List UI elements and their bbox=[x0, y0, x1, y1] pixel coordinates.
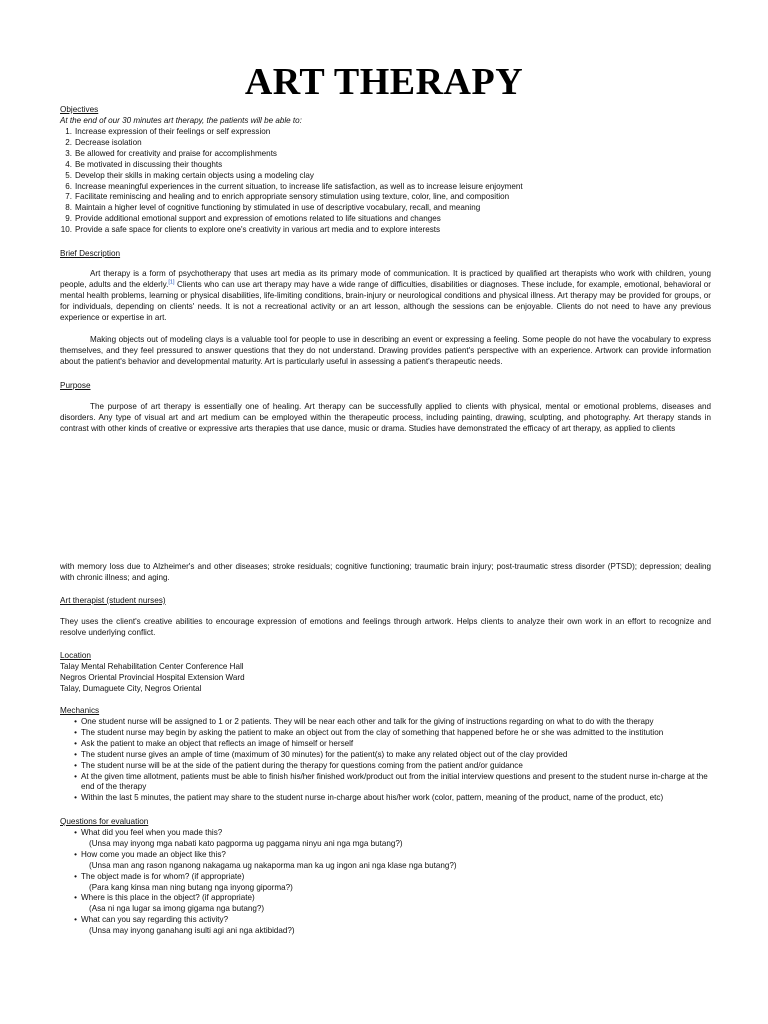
brief-p1-text: Art therapy is a form of psychotherapy that uses art media as its primary mode of communication. It is practiced by qualified art therapists who work with children, young people, adults and the elderly. bbox=[60, 269, 711, 289]
location-line-1: Talay Mental Rehabilitation Center Conference Hall bbox=[60, 662, 244, 671]
objective-number: 10. bbox=[60, 225, 72, 235]
bullet-icon: • bbox=[74, 727, 77, 737]
objectives-list bbox=[57, 127, 523, 236]
objective-item bbox=[57, 138, 523, 149]
objective-item bbox=[57, 214, 523, 225]
objective-item bbox=[57, 160, 523, 171]
bullet-icon: • bbox=[74, 849, 77, 859]
question-translation: (Unsa man ang rason nganong nakagama ug nakaporma man ka ug ingon ani nga klase nga butang?) bbox=[89, 860, 457, 870]
objective-item bbox=[57, 203, 523, 214]
questions-heading: Questions for evaluation bbox=[60, 817, 149, 826]
questions-list bbox=[70, 828, 457, 937]
objectives-intro: At the end of our 30 minutes art therapy, the patients will be able to: bbox=[60, 116, 302, 125]
question-text: How come you made an object like this? bbox=[81, 849, 226, 859]
art-therapist-heading: Art therapist (student nurses) bbox=[60, 596, 166, 605]
question-translation: (Para kang kinsa man ning butang nga inyong giporma?) bbox=[89, 882, 293, 892]
objective-number: 7. bbox=[65, 192, 72, 202]
mechanics-text: Within the last 5 minutes, the patient may share to the student nurse in-charge about his/her work (color, pattern, meaning of the product, name of the product, etc) bbox=[81, 793, 664, 803]
bullet-icon: • bbox=[74, 915, 77, 925]
bullet-icon: • bbox=[74, 760, 77, 770]
mechanics-heading: Mechanics bbox=[60, 706, 100, 715]
question-text: What did you feel when you made this? bbox=[81, 828, 223, 837]
bullet-icon: • bbox=[74, 793, 77, 803]
mechanics-list bbox=[70, 717, 715, 804]
mechanics-text: Ask the patient to make an object that reflects an image of himself or herself bbox=[81, 738, 354, 748]
brief-p2-text: Making objects out of modeling clays is a valuable tool for people to use in describing an event or expressing a feeling. Some people do not have the vocabulary to express themselves, and they feel pressured to answer questions that they do not understand. Drawing provides patient's perspective with an experience. Artwork can provide information about the patient's behavior and developmental maturity. Art is particularly useful in assessing a patient's therapeutic needs. bbox=[60, 335, 711, 366]
location-line-2: Negros Oriental Provincial Hospital Extension Ward bbox=[60, 673, 245, 682]
objective-text: Be allowed for creativity and praise for accomplishments bbox=[75, 148, 277, 158]
bullet-icon: • bbox=[74, 828, 77, 837]
objective-text: Increase expression of their feelings or self expression bbox=[75, 127, 271, 136]
objective-number: 9. bbox=[65, 214, 72, 224]
objective-number: 2. bbox=[65, 137, 72, 147]
mechanics-item bbox=[70, 761, 715, 772]
question-translation: (Unsa may inyong mga nabati kato pagporma ug paggama ninyu ani nga mga butang?) bbox=[89, 838, 403, 848]
objective-number: 8. bbox=[65, 203, 72, 213]
brief-description-paragraph-2 bbox=[60, 335, 711, 368]
objective-text: Decrease isolation bbox=[75, 137, 142, 147]
purpose-paragraph-1 bbox=[60, 402, 711, 435]
question-translation: (Unsa may inyong ganahang isulti agi ani nga aktibidad?) bbox=[89, 926, 295, 936]
location-line-3: Talay, Dumaguete City, Negros Oriental bbox=[60, 684, 202, 693]
mechanics-item bbox=[70, 750, 715, 761]
bullet-icon: • bbox=[74, 738, 77, 748]
mechanics-text: The student nurse may begin by asking the patient to make an object out from the clay of something that happened before he or she was admitted to the institution bbox=[81, 727, 664, 737]
brief-description-paragraph-1 bbox=[60, 269, 711, 324]
objective-text: Maintain a higher level of cognitive functioning by stimulated in use of descriptive vocabulary, recall, and meaning bbox=[75, 203, 481, 213]
objective-number: 1. bbox=[65, 127, 72, 136]
bullet-icon: • bbox=[74, 871, 77, 881]
art-therapist-paragraph: They uses the client's creative abilities to encourage expression of emotions and feelings through artwork. Helps clients to analyze their own work in an effort to recognize and resolve underlying conflict. bbox=[60, 617, 711, 637]
bullet-icon: • bbox=[74, 717, 77, 726]
mechanics-text: The student nurse gives an ample of time (maximum of 30 minutes) for the patient(s) to make any related object out of the clay provided bbox=[81, 749, 568, 759]
mechanics-item bbox=[70, 717, 715, 728]
objective-item bbox=[57, 192, 523, 203]
objective-item bbox=[57, 182, 523, 193]
objective-item bbox=[57, 225, 523, 236]
citation-ref[interactable]: [1] bbox=[168, 279, 175, 286]
mechanics-text: At the given time allotment, patients must be able to finish his/her finished work/product out from the initial interview questions and present to the student nurse in-charge at the end of the therapy bbox=[81, 771, 708, 792]
mechanics-text: One student nurse will be assigned to 1 or 2 patients. They will be near each other and talk for the giving of instructions regarding on what to do with the therapy bbox=[81, 717, 654, 726]
objective-number: 3. bbox=[65, 148, 72, 158]
objective-item bbox=[57, 171, 523, 182]
mechanics-item bbox=[70, 772, 715, 794]
objectives-heading: Objectives bbox=[60, 105, 99, 114]
objective-text: Be motivated in discussing their thoughts bbox=[75, 159, 223, 169]
question-item bbox=[70, 893, 457, 904]
brief-p1-text-cont: Clients who can use art therapy may have a wide range of difficulties, disabilities or diagnoses. These include, for example, emotional, behavioral or mental health problems, learning or physical disabilities, life-limiting conditions, brain-injury or neurological conditions and physical illness. Art therapy may be provided for groups, or for individuals, depending on clients' needs. It is not a recreational activity or an art lesson, although the sessions can be enjoyable. Clients do not need to have any previous experience or expertise in art. bbox=[60, 279, 711, 322]
question-text: What can you say regarding this activity? bbox=[81, 915, 229, 925]
objective-number: 4. bbox=[65, 159, 72, 169]
objective-text: Provide additional emotional support and expression of emotions related to life situations and changes bbox=[75, 214, 441, 224]
bullet-icon: • bbox=[74, 749, 77, 759]
objective-text: Provide a safe space for clients to explore one's creativity in various art media and to explore interests bbox=[75, 225, 441, 235]
objective-item bbox=[57, 127, 523, 138]
objective-number: 5. bbox=[65, 170, 72, 180]
objective-number: 6. bbox=[65, 181, 72, 191]
objective-item bbox=[57, 149, 523, 160]
mechanics-text: The student nurse will be at the side of the patient during the therapy for questions coming from the patient and/or guidance bbox=[81, 760, 523, 770]
brief-description-heading: Brief Description bbox=[60, 249, 121, 258]
purpose-paragraph-2: with memory loss due to Alzheimer's and other diseases; stroke residuals; cognitive functioning; traumatic brain injury; post-traumatic stress disorder (PTSD); depression; dealing with chronic illness; and aging. bbox=[60, 562, 711, 582]
objective-text: Develop their skills in making certain objects using a modeling clay bbox=[75, 170, 314, 180]
bullet-icon: • bbox=[74, 893, 77, 903]
purpose-p1-text: The purpose of art therapy is essentially one of healing. Art therapy can be successfully applied to clients with physical, mental or emotional problems, diseases and disorders. Any type of visual art and art medium can be employed within the therapeutic process, including painting, drawing, sculpting, and photography. Art therapy stands in contrast with other kinds of creative or expressive arts therapies that use dance, music or drama. Studies have demonstrated the efficacy of art therapy, as applied to clients bbox=[60, 402, 711, 433]
question-item bbox=[70, 850, 457, 861]
page-title: ART THERAPY bbox=[244, 61, 524, 103]
bullet-icon: • bbox=[74, 771, 77, 781]
mechanics-item bbox=[70, 739, 715, 750]
location-heading: Location bbox=[60, 651, 91, 660]
question-translation: (Asa ni nga lugar sa imong gigama nga butang?) bbox=[89, 904, 265, 914]
question-item bbox=[70, 915, 457, 926]
objective-text: Facilitate reminiscing and healing and to enrich appropriate sensory stimulation using texture, color, line, and composition bbox=[75, 192, 510, 202]
question-text: Where is this place in the object? (if appropriate) bbox=[81, 893, 255, 903]
mechanics-item bbox=[70, 728, 715, 739]
mechanics-item bbox=[70, 793, 715, 804]
purpose-heading: Purpose bbox=[60, 381, 91, 390]
question-item bbox=[70, 872, 457, 883]
question-text: The object made is for whom? (if appropriate) bbox=[81, 871, 245, 881]
objective-text: Increase meaningful experiences in the current situation, to increase life satisfaction, as well as to increase leisure enjoyment bbox=[75, 181, 523, 191]
question-item bbox=[70, 828, 457, 839]
